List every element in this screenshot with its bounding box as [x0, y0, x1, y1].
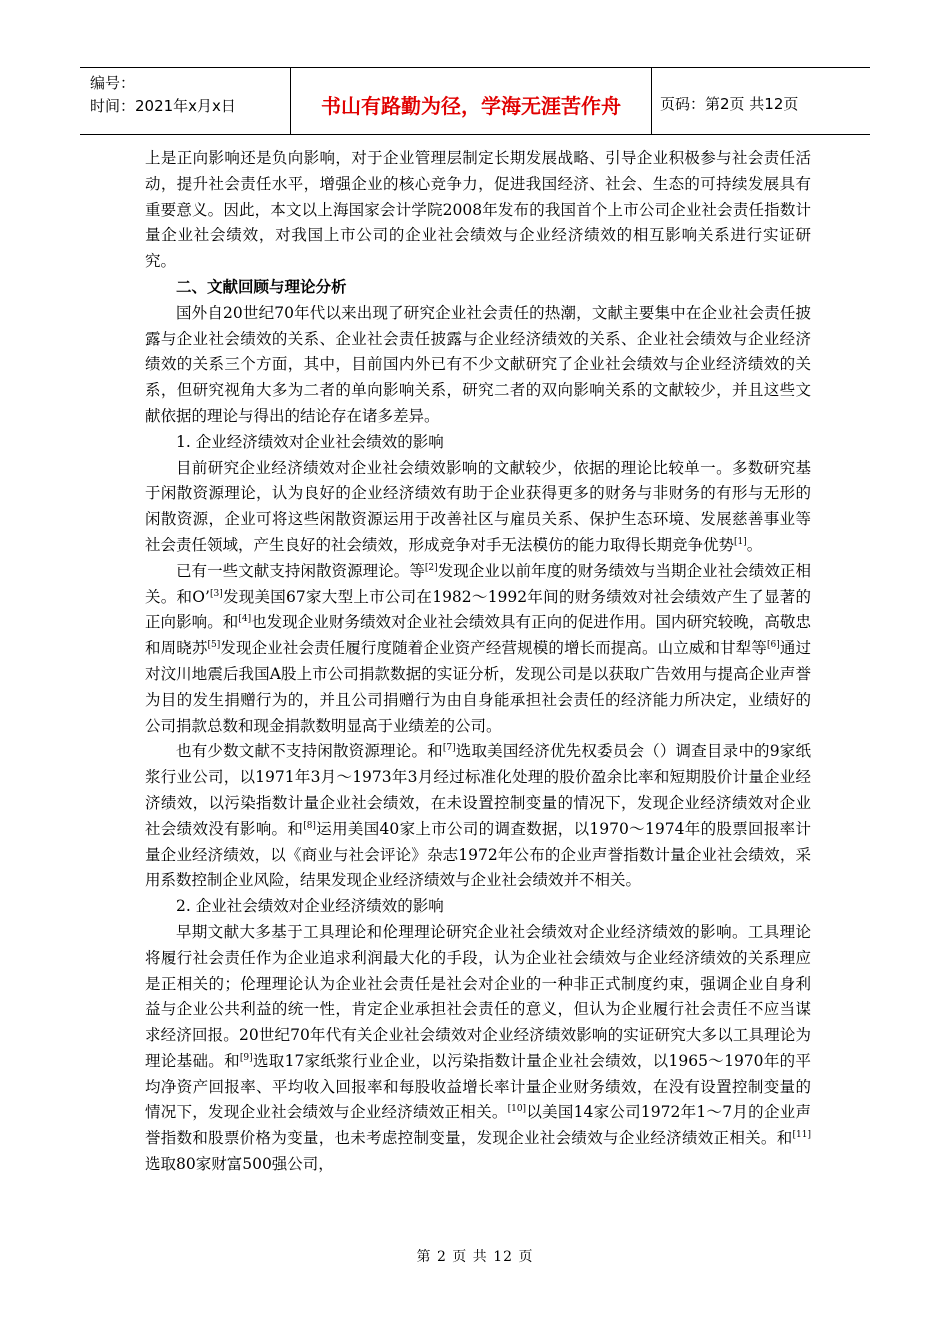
paragraph: 上是正向影响还是负向影响，对于企业管理层制定长期发展战略、引导企业积极参与社会责任活动，提升社会责任水平，增强企业的核心竞争力，促进我国经济、社会、生态的可持续发展具有重要意义。因此，本文以上海国家会计学院2008年发布的我国首个上市公司企业社会责任指数计量企业社会绩效，对我国上市公司的企业社会绩效与企业经济绩效的相互影响关系进行实证研究。	[145, 149, 811, 271]
paragraph: 2. 企业社会绩效对企业经济绩效的影响	[176, 897, 444, 916]
citation-marker: [4]	[238, 614, 252, 625]
citation-marker: [7]	[442, 743, 456, 754]
section-heading: 二、文献回顾与理论分析	[176, 277, 347, 296]
page-footer: 第 2 页 共 12 页	[416, 1249, 534, 1265]
citation-marker: [8]	[303, 820, 316, 831]
paragraph: 1. 企业经济绩效对企业社会绩效的影响	[176, 432, 444, 451]
header-motto: 书山有路勤为径，学海无涯苦作舟	[291, 68, 652, 134]
paragraph: 目前研究企业经济绩效对企业社会绩效影响的文献较少，依据的理论比较单一。多数研究基于闲散资源理论，认为良好的企业经济绩效有助于企业获得更多的财务与非财务的有形与无形的闲散资源，企业可将这些闲散资源运用于改善社区与雇员关系、保护生态环境、发展慈善事业等社会责任领域，产生良好的社会绩效，形成竞争对手无法模仿的能力取得长期竞争优势[1]。	[145, 458, 811, 554]
citation-marker: [6]	[766, 639, 780, 650]
header-page-label: 页码：第2页 共12页	[660, 94, 799, 113]
citation-marker: [3]	[209, 588, 223, 599]
header-info	[80, 68, 291, 134]
citation-marker: [10]	[507, 1104, 527, 1115]
paragraph: 已有一些文献支持闲散资源理论。等[2]发现企业以前年度的财务绩效与当期企业社会绩效正相关。和O’[3]发现美国67家大型上市公司在1982～1992年间的财务绩效对社会绩效产生了显著的正向影响。和[4]也发现企业财务绩效对企业社会绩效具有正向的促进作用。国内研究较晚，高敬忠和周晓苏[5]发现企业社会责任履行度随着企业资产经营规模的增长而提高。山立威和甘犁等[6]通过对汶川地震后我国A股上市公司捐款数据的实证分析，发现公司是以获取广告效用与提高企业声誉为目的发生捐赠行为的，并且公司捐赠行为由自身能承担社会责任的经济能力所决定，业绩好的公司捐款总数和现金捐款数明显高于业绩差的公司。	[145, 561, 811, 735]
citation-marker: [9]	[239, 1052, 253, 1063]
paragraph: 国外自20世纪70年代以来出现了研究企业社会责任的热潮，文献主要集中在企业社会责任披露与企业社会绩效的关系、企业社会责任披露与企业经济绩效的关系、企业社会绩效与企业经济绩效的关系三个方面，其中，目前国内外已有不少文献研究了企业社会绩效与企业经济绩效的关系，但研究视角大多为二者的单向影响关系，研究二者的双向影响关系的文献较少，并且这些文献依据的理论与得出的结论存在诸多差异。	[145, 303, 811, 425]
paragraph: 也有少数文献不支持闲散资源理论。和[7]选取美国经济优先权委员会（）调查目录中的9家纸浆行业公司，以1971年3月～1973年3月经过标准化处理的股价盈余比率和短期股价计量企业经济绩效，以污染指数计量企业社会绩效，在未设置控制变量的情况下，发现企业经济绩效对企业社会绩效没有影响。和[8]运用美国40家上市公司的调查数据，以1970～1974年的股票回报率计量企业经济绩效，以《商业与社会评论》杂志1972年公布的企业声誉指数计量企业社会绩效，采用系数控制企业风险，结果发现企业经济绩效与企业社会绩效并不相关。	[145, 742, 811, 890]
citation-marker: [2]	[424, 562, 438, 573]
paragraph: 早期文献大多基于工具理论和伦理理论研究企业社会绩效对企业经济绩效的影响。工具理论将履行社会责任作为企业追求利润最大化的手段，认为企业社会绩效与企业经济绩效的关系理应是正相关的；伦理理论认为企业社会责任是社会对企业的一种非正式制度约束，强调企业自身利益与企业公共利益的统一性，肯定企业承担社会责任的意义，但认为企业履行社会责任不应当谋求经济回报。20世纪70年代有关企业社会绩效对企业经济绩效影响的实证研究大多以工具理论为理论基础。和[9]选取17家纸浆行业企业，以污染指数计量企业社会绩效，以1965～1970年的平均净资产回报率、平均收入回报率和每股收益增长率计量企业财务绩效，在没有设置控制变量的情况下，发现企业社会绩效与企业经济绩效正相关。[10]以美国14家公司1972年1～7月的企业声誉指数和股票价格为变量，也未考虑控制变量，发现企业社会绩效与企业经济绩效正相关。和[11]选取80家财富500强公司，	[145, 922, 811, 1174]
citation-marker: [5]	[207, 639, 221, 650]
number-label: 编号：	[90, 74, 136, 92]
time-label: 时间：2021年x月x日	[90, 97, 236, 115]
document-body	[145, 146, 811, 1178]
page-header	[80, 67, 870, 135]
citation-marker: [11]	[792, 1130, 811, 1141]
citation-marker: [1]	[734, 536, 747, 547]
